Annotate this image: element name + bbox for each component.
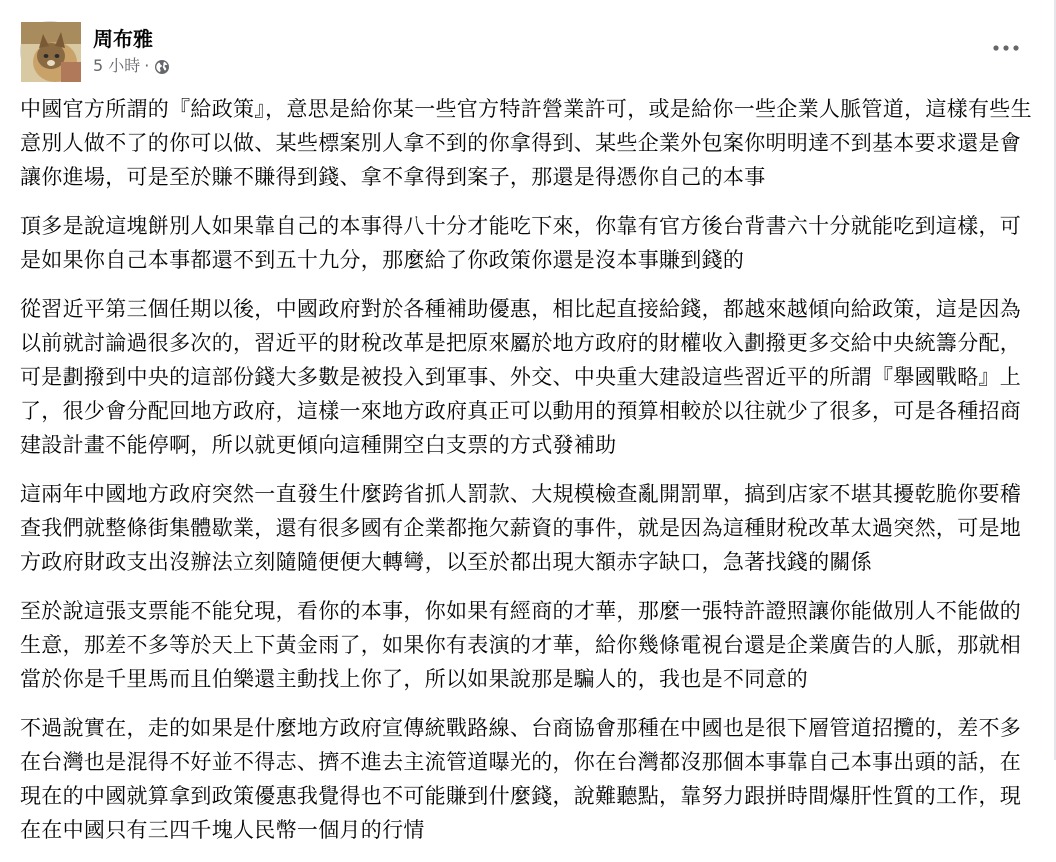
avatar[interactable] [20, 21, 80, 81]
post-paragraph-4: 這兩年中國地方政府突然一直發生什麼跨省抓人罰款、大規模檢查亂開罰單，搞到店家不堪其擾乾脆你要稽查我們就整條街集體歇業，還有很多國有企業都拖欠薪資的事件，就是因為這種財稅改革太過突然，可是地方政府財政支出沒辦法立刻隨隨便便大轉彎，以至於都出現大額赤字缺口，急著找錢的關係 [20, 482, 1022, 574]
author-block [93, 25, 170, 78]
more-options-button[interactable] [988, 36, 1024, 60]
more-options-icon [992, 44, 1020, 52]
post-content [20, 92, 1036, 862]
globe-icon[interactable] [154, 58, 170, 74]
meta-separator: · [144, 55, 150, 75]
post-paragraph-6: 不過說實在，走的如果是什麼地方政府宣傳統戰路線、台商協會那種在中國也是很下層管道招攬的，差不多在台灣也是混得不好並不得志、擠不進去主流管道曝光的，你在台灣都沒那個本事靠自己本事出頭的話，在現在的中國就算拿到政策優惠我覺得也不可能賺到什麼錢，說難聽點，靠努力跟拼時間爆肝性質的工作，現在在中國只有三四千塊人民幣一個月的行情 [20, 716, 1022, 842]
author-name[interactable]: 周布雅 [93, 26, 153, 51]
post-header [20, 20, 170, 82]
post-paragraph-3: 從習近平第三個任期以後，中國政府對於各種補助優惠，相比起直接給錢，都越來越傾向給政策，這是因為以前就討論過很多次的，習近平的財稅改革是把原來屬於地方政府的財權收入劃撥更多交給中央統籌分配，可是劃撥到中央的這部份錢大多數是被投入到軍事、外交、中央重大建設這些習近平的所謂『舉國戰略』上了，很少會分配回地方政府，這樣一來地方政府真正可以動用的預算相較於以往就少了很多，可是各種招商建設計畫不能停啊，所以就更傾向這種開空白支票的方式發補助 [20, 297, 1022, 457]
post-meta [93, 54, 170, 78]
post-paragraph-2: 頂多是說這塊餅別人如果靠自己的本事得八十分才能吃下來，你靠有官方後台背書六十分就能吃到這樣，可是如果你自己本事都還不到五十九分，那麼給了你政策你還是沒本事賺到錢的 [20, 214, 1022, 272]
post-paragraph-5: 至於說這張支票能不能兌現，看你的本事，你如果有經商的才華，那麼一張特許證照讓你能做別人不能做的生意，那差不多等於天上下黃金雨了，如果你有表演的才華，給你幾條電視台還是企業廣告的人脈，那就相當於你是千里馬而且伯樂還主動找上你了，所以如果說那是騙人的，我也是不同意的 [20, 599, 1022, 691]
cat-avatar-icon [21, 22, 81, 82]
post-paragraph-1: 中國官方所謂的『給政策』，意思是給你某一些官方特許營業許可，或是給你一些企業人脈管道，這樣有些生意別人做不了的你可以做、某些標案別人拿不到的你拿得到、某些企業外包案你明明達不到基本要求還是會讓你進場，可是至於賺不賺得到錢、拿不拿得到案子，那還是得憑你自己的本事 [20, 97, 1032, 189]
post-time[interactable]: 5 小時 [93, 55, 141, 75]
